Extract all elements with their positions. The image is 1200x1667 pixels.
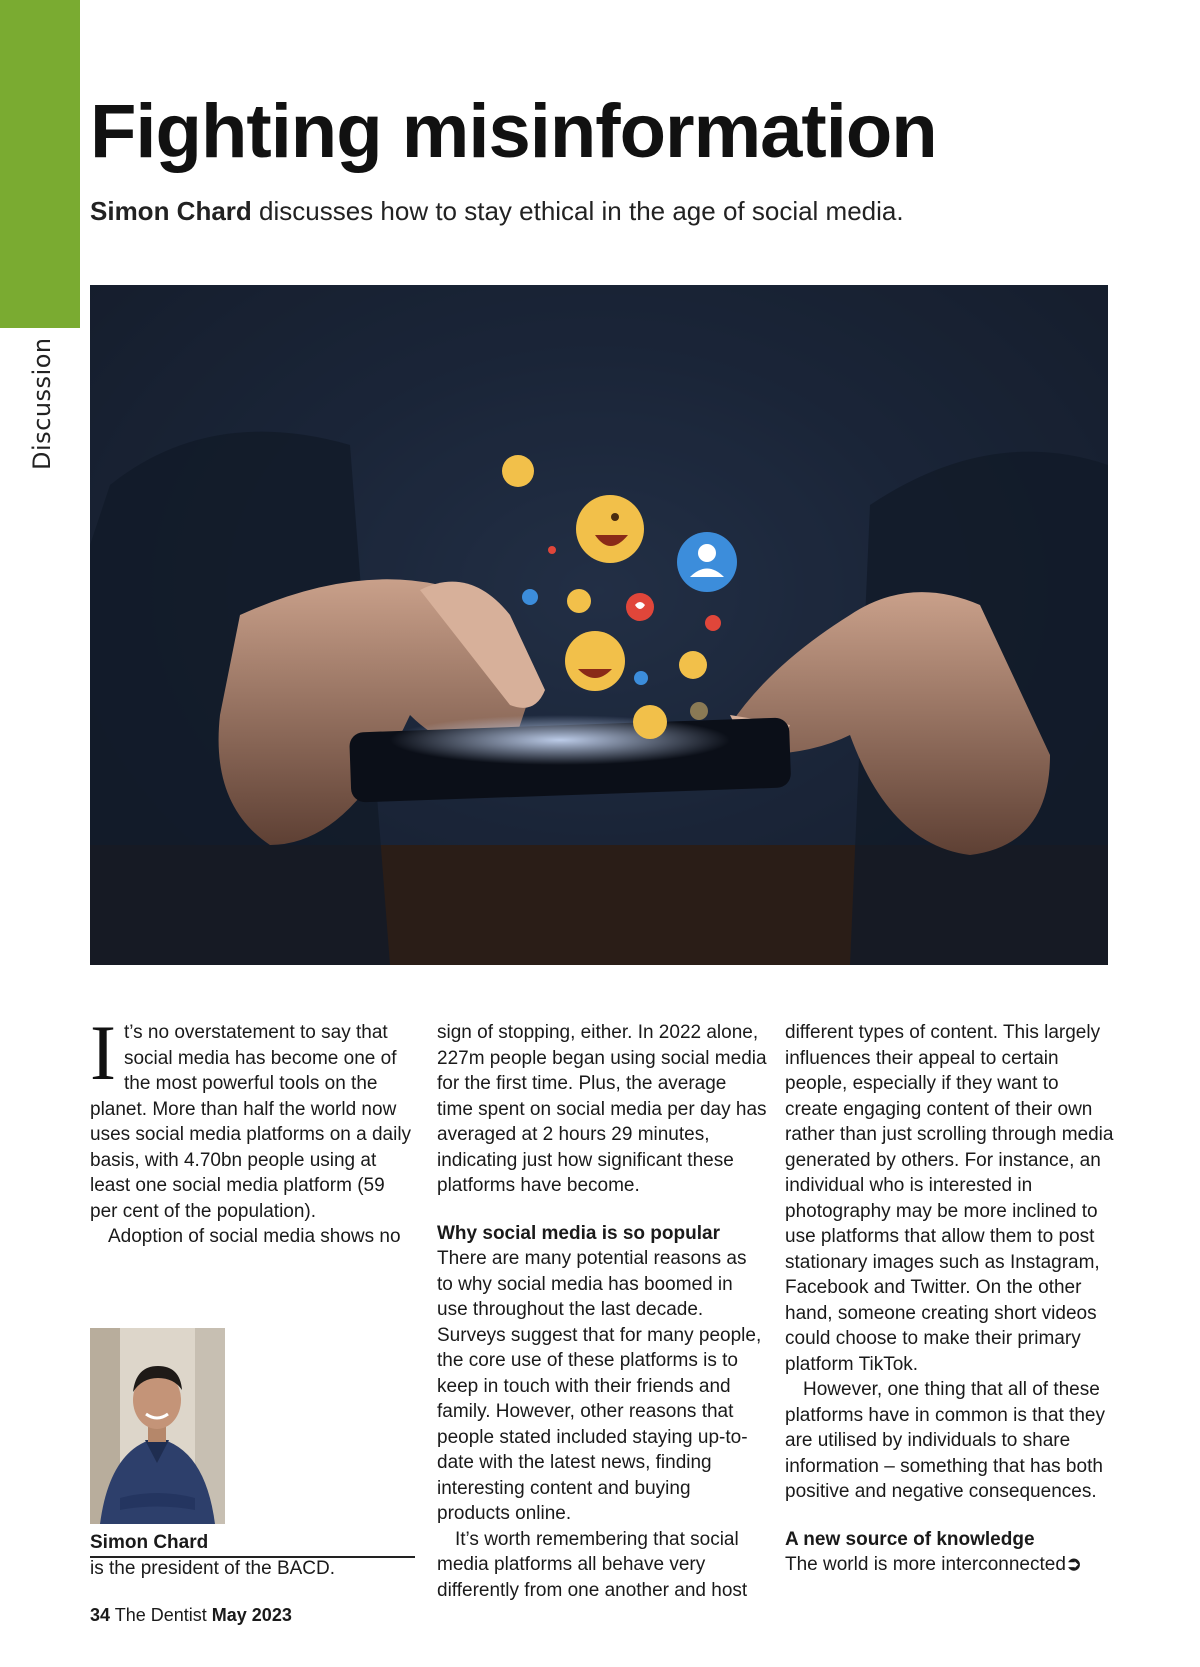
person-portrait-icon: [90, 1328, 225, 1524]
page-number: 34: [90, 1605, 111, 1625]
paragraph: However, one thing that all of these platforms have in common is that they are utilised by individuals to share information – something that has both positive and negative consequences.: [785, 1379, 1105, 1502]
section-label: Discussion: [28, 337, 56, 470]
standfirst: [90, 196, 904, 227]
article-column-1: [90, 1009, 416, 1250]
standfirst-author: Simon Chard: [90, 196, 252, 226]
continue-arrow-icon: ➲: [1065, 1554, 1082, 1575]
issue-date: May 2023: [211, 1605, 292, 1625]
paragraph: Adoption of social media shows no: [108, 1226, 401, 1247]
subheading: A new source of knowledge: [785, 1528, 1035, 1550]
article-column-3: [785, 1020, 1115, 1578]
article-column-2: [437, 1020, 767, 1603]
author-name: Simon Chard: [90, 1532, 415, 1558]
paragraph: t’s no overstatement to say that social media has become one of the most powerful tools on the planet. More than half the world now uses social media platforms on a daily basis, with 4.70bn people using at least one social media platform (59 per cent of the population).: [90, 1022, 412, 1222]
paragraph: There are many potential reasons as to why social media has boomed in use throughout the last decade. Surveys suggest that for many people, the core use of these platforms is to keep in touch with their friends and family. However, other reasons that people stated included staying up-to-date with the latest news, finding interesting content and buying products online.: [437, 1248, 762, 1524]
hero-image: [90, 285, 1108, 965]
subheading: Why social media is so popular: [437, 1222, 720, 1244]
page-footer: [90, 1605, 292, 1626]
paragraph: The world is more interconnected: [785, 1554, 1066, 1575]
smartphone-social-media-emoji-icon: [90, 285, 1108, 965]
author-photo: [90, 1328, 225, 1524]
publication-name: The Dentist: [114, 1605, 207, 1625]
paragraph: different types of content. This largely influences their appeal to certain people, especially if they want to create engaging content of their own rather than just scrolling through media generated by others. For instance, an individual who is interested in photography may be more inclined to use platforms that allow them to post stationary images such as Instagram, Facebook and Twitter. On the other hand, someone creating short videos could choose to make their primary platform TikTok.: [785, 1022, 1114, 1375]
paragraph: sign of stopping, either. In 2022 alone, 227m people began using social media for the first time. Plus, the average time spent on social media per day has averaged at 2 hours 29 minutes, indicating just how significant these platforms have become.: [437, 1022, 767, 1196]
standfirst-text: discusses how to stay ethical in the age of social media.: [251, 196, 904, 226]
article-title: Fighting misinformation: [90, 89, 937, 174]
section-color-tab: [0, 0, 80, 328]
drop-cap: I: [90, 1009, 116, 1096]
paragraph: It’s worth remembering that social media platforms all behave very differently from one another and host: [437, 1528, 748, 1601]
author-bio: is the president of the BACD.: [90, 1558, 336, 1579]
